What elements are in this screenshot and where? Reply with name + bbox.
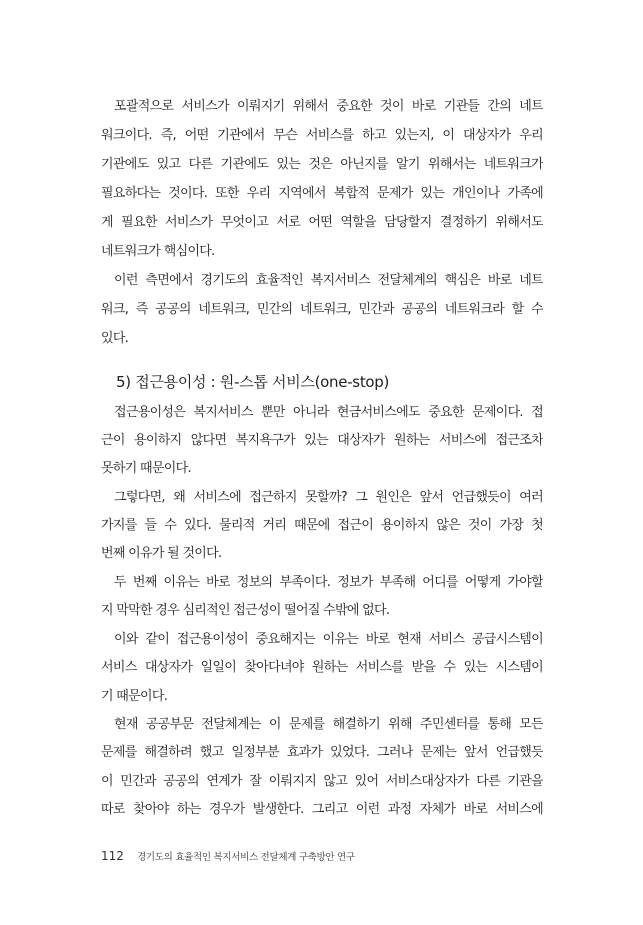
body-line: 이와 같이 접근용이성이 중요해지는 이유는 바로 현재 서비스 공급시스템이 [114, 632, 543, 647]
body-line: 문제를 해결하려 했고 일정부분 효과가 있었다. 그러나 문제는 앞서 언급했듯 [101, 745, 543, 760]
body-line: 번째 이유가 될 것이다. [101, 546, 222, 561]
body-line: 근이 용이하지 않다면 복지욕구가 있는 대상자가 원하는 서비스에 접근조차 [101, 433, 543, 448]
body-line: 따로 찾아야 하는 경우가 발생한다. 그리고 이런 과정 자체가 바로 서비스에 [101, 802, 543, 817]
body-line: 지 막막한 경우 심리적인 접근성이 떨어질 수밖에 없다. [101, 603, 390, 618]
section-heading: 5) 접근용이성 : 원-스톱 서비스(one-stop) [116, 373, 390, 391]
body-line: 서비스 대상자가 일일이 찾아다녀야 원하는 서비스를 받을 수 있는 시스템이 [101, 660, 543, 675]
body-line: 게 필요한 서비스가 무엇이고 서로 어떤 역할을 담당할지 결정하기 위해서도 [101, 215, 543, 230]
body-line: 접근용이성은 복지서비스 뿐만 아니라 현금서비스에도 중요한 문제이다. 접 [114, 405, 543, 420]
body-line: 가지를 들 수 있다. 물리적 거리 때문에 접근이 용이하지 않은 것이 가장 첫 [101, 518, 543, 533]
body-line: 현재 공공부문 전달체계는 이 문제를 해결하기 위해 주민센터를 통해 모든 [114, 717, 543, 732]
body-line: 네트워크가 핵심이다. [101, 244, 215, 259]
running-title: 경기도의 효율적인 복지서비스 전달체계 구축방안 연구 [137, 852, 355, 863]
page-number: 112 [101, 849, 124, 863]
body-line: 필요하다는 것이다. 또한 우리 지역에서 복합적 문제가 있는 개인이나 가족에 [101, 186, 543, 201]
body-line: 워크, 즉 공공의 네트워크, 민간의 네트워크, 민간과 공공의 네트워크라 할 수 [101, 302, 543, 317]
body-line: 못하기 때문이다. [101, 461, 191, 476]
body-text-top [101, 94, 543, 344]
body-line: 있다. [101, 331, 129, 346]
body-line: 그렇다면, 왜 서비스에 접근하지 못할까? 그 원인은 앞서 언급했듯이 여러 [114, 490, 543, 505]
body-line: 두 번째 이유는 바로 정보의 부족이다. 정보가 부족해 어디를 어떻게 가야할 [114, 575, 543, 590]
body-line: 이 민간과 공공의 연계가 잘 이뤄지지 않고 있어 서비스대상자가 다른 기관을 [101, 774, 543, 789]
body-line: 이런 측면에서 경기도의 효율적인 복지서비스 전달체계의 핵심은 바로 네트 [114, 273, 543, 288]
body-line: 기관에도 있고 다른 기관에도 있는 것은 아닌지를 알기 위해서는 네트워크가 [101, 157, 543, 172]
body-line: 포괄적으로 서비스가 이뤄지기 위해서 중요한 것이 바로 기관들 간의 네트 [114, 99, 543, 114]
body-line: 워크이다. 즉, 어떤 기관에서 무슨 서비스를 하고 있는지, 이 대상자가 우리 [101, 128, 543, 143]
body-text-bottom [101, 400, 543, 832]
body-line: 기 때문이다. [101, 689, 168, 704]
page-footer [101, 845, 355, 865]
